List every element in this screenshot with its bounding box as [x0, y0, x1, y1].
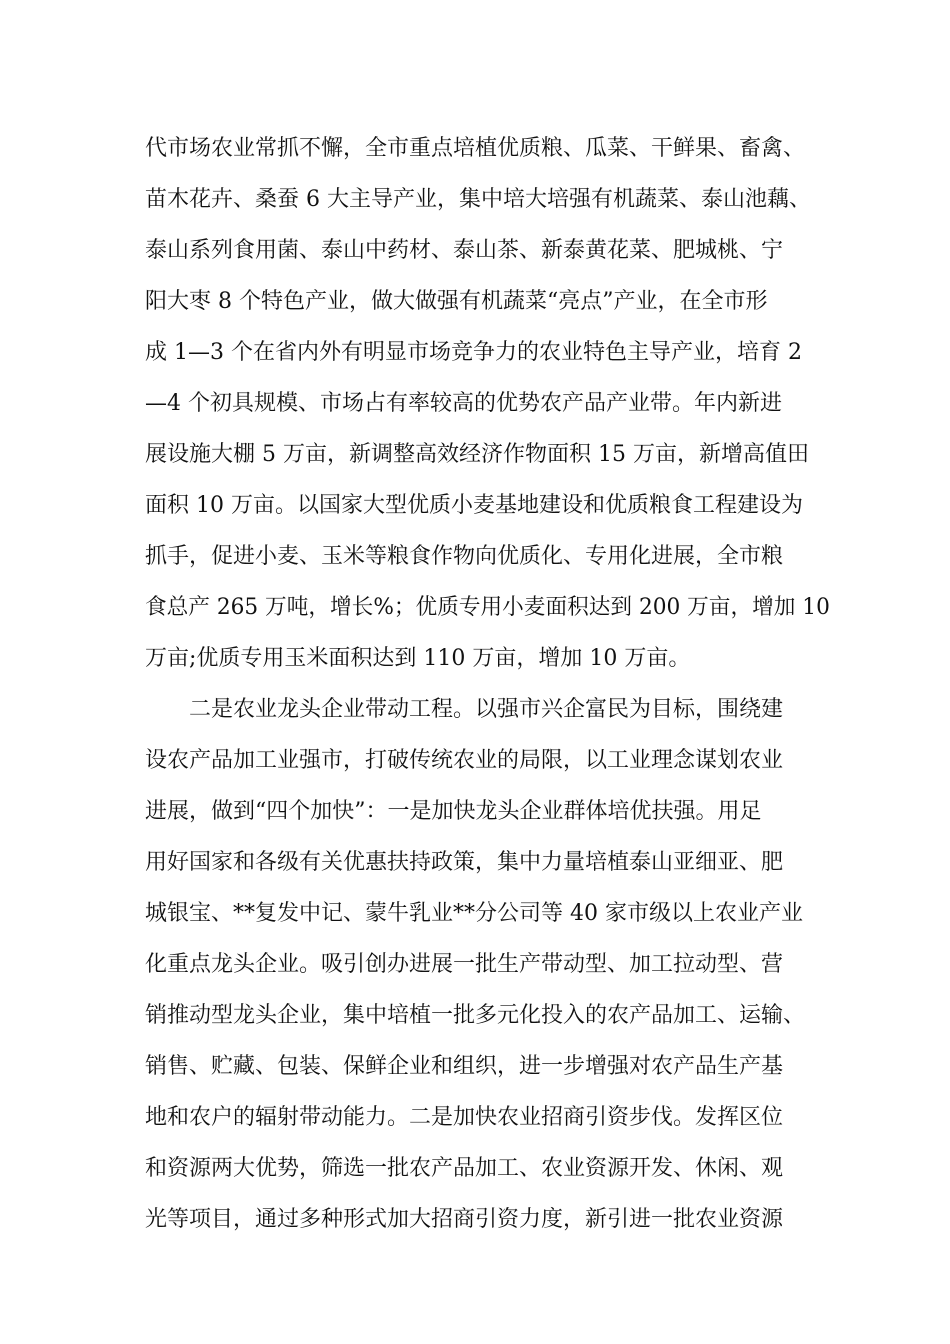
text-line: 用好国家和各级有关优惠扶持政策，集中力量培植泰山亚细亚、肥 — [145, 850, 784, 875]
text-line: 抓手，促进小麦、玉米等粮食作物向优质化、专用化进展，全市粮 — [145, 544, 784, 569]
text-line: 化重点龙头企业。吸引创办进展一批生产带动型、加工拉动型、营 — [145, 952, 784, 977]
text-line: 地和农户的辐射带动能力。二是加快农业招商引资步伐。发挥区位 — [145, 1105, 784, 1130]
text-line: 设农产品加工业强市，打破传统农业的局限，以工业理念谋划农业 — [145, 748, 784, 773]
text-line: 泰山系列食用菌、泰山中药材、泰山茶、新泰黄花菜、肥城桃、宁 — [145, 238, 784, 263]
paragraph-first-line: 二是农业龙头企业带动工程。以强市兴企富民为目标，围绕建 — [189, 697, 784, 722]
text-line: 进展，做到“四个加快”：一是加快龙头企业群体培优扶强。用足 — [145, 799, 762, 824]
text-line: 成 1—3 个在省内外有明显市场竞争力的农业特色主导产业，培育 2 — [145, 340, 802, 365]
text-line: 销推动型龙头企业，集中培植一批多元化投入的农产品加工、运输、 — [145, 1003, 806, 1028]
text-line: 代市场农业常抓不懈，全市重点培植优质粮、瓜菜、干鲜果、畜禽、 — [145, 136, 806, 161]
text-line: 展设施大棚 5 万亩，新调整高效经济作物面积 15 万亩，新增高值田 — [145, 442, 809, 467]
text-line: —4 个初具规模、市场占有率较高的优势农产品产业带。年内新进 — [145, 391, 782, 416]
text-line: 万亩;优质专用玉米面积达到 110 万亩，增加 10 万亩。 — [145, 646, 691, 671]
text-line: 面积 10 万亩。以国家大型优质小麦基地建设和优质粮食工程建设为 — [145, 493, 803, 518]
text-line: 销售、贮藏、包装、保鲜企业和组织，进一步增强对农产品生产基 — [145, 1054, 784, 1079]
text-line: 和资源两大优势，筛选一批农产品加工、农业资源开发、休闲、观 — [145, 1156, 784, 1181]
text-line: 光等项目，通过多种形式加大招商引资力度，新引进一批农业资源 — [145, 1207, 784, 1232]
text-line: 食总产 265 万吨，增长%；优质专用小麦面积达到 200 万亩，增加 10 — [145, 595, 830, 620]
text-line: 苗木花卉、桑蚕 6 大主导产业，集中培大培强有机蔬菜、泰山池藕、 — [145, 187, 811, 212]
text-line: 城银宝、**复发中记、蒙牛乳业**分公司等 40 家市级以上农业产业 — [145, 901, 803, 926]
text-line: 阳大枣 8 个特色产业，做大做强有机蔬菜“亮点”产业，在全市形 — [145, 289, 768, 314]
